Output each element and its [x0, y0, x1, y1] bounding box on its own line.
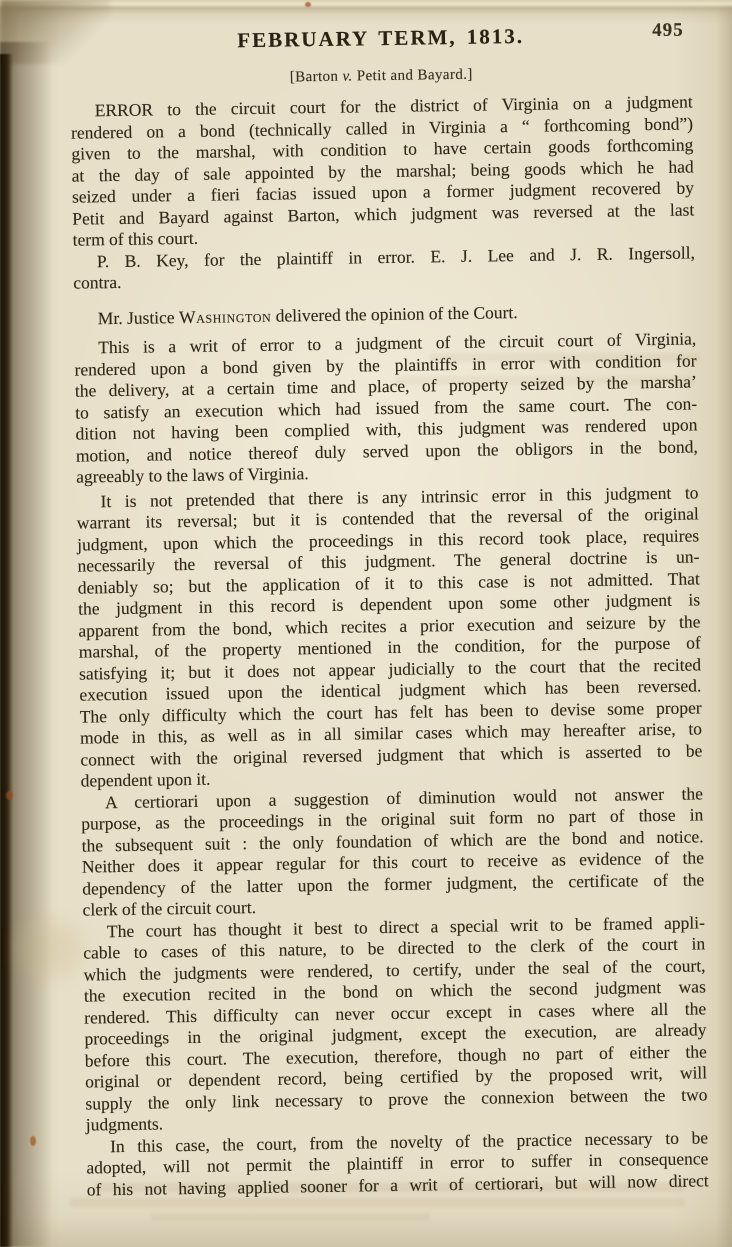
text-line: judgments.: [85, 1113, 164, 1135]
text-line: dition not having been complied with, this judgment was rendered upon: [75, 414, 698, 444]
text-line: the execution recited in the bond on which the second judgment was: [83, 976, 706, 1006]
text-line: warrant its reversal; but it is contended that the reversal of the original: [76, 503, 699, 533]
text-line: the subsequent suit : the only foundation of which are the bond and notice.: [81, 825, 704, 856]
paragraph-counsel: [73, 242, 696, 294]
text-line: apparent from the bond, which recites a prior execution and seizure by the: [78, 610, 701, 641]
text-line: ERROR to the circuit court for the district of Virginia on a judgment: [94, 91, 693, 121]
text-line: It is not pretended that there is any intrinsic error in this judgment to: [100, 481, 699, 511]
caption-party-b: Petit and Bayard.]: [356, 66, 473, 85]
text-line: dependency of the latter upon the former judgment, the certificate of the: [82, 868, 705, 899]
text-line: This is a writ of error to a judgment of the circuit court of Virginia,: [98, 328, 697, 358]
text-line: agreeably to the laws of Virginia.: [76, 463, 309, 487]
foxing-spot: [30, 1136, 36, 1146]
text-line: execution issued upon the identical judgment which has been reversed.: [79, 675, 702, 705]
opinion-prefix: Mr. Justice: [97, 306, 180, 328]
paragraph-statement: [71, 91, 695, 251]
text-line: judgment, upon which the proceedings in this record took place, requires: [77, 524, 700, 555]
text-line: supply the only link necessary to prove the connexion between the two: [85, 1083, 708, 1114]
text-line: of his not having applied sooner for a writ of certiorari, but will now direct: [86, 1169, 709, 1200]
text-line: Petit and Bayard against Barton, which judgment was reversed at the last: [72, 198, 695, 229]
text-line: marshal, of the property mentioned in the condition, for the purpose of: [78, 632, 701, 662]
text-line: dependent upon it.: [80, 768, 211, 791]
page-number: 495: [651, 19, 684, 42]
text-line: proceedings in the original judgment, except the execution, are already: [84, 1019, 707, 1049]
text-line: contra.: [73, 271, 122, 293]
text-line: which the judgments were rendered, to certify, under the seal of the court,: [83, 954, 706, 985]
text-line: connect with the original reversed judgment that which is asserted to be: [80, 739, 703, 770]
text-line: cable to cases of this nature, to be directed to the clerk of the court in: [83, 933, 706, 963]
text-line: original or dependent record, being certified by the proposed writ, will: [84, 1062, 708, 1092]
justice-name: Washington: [178, 305, 272, 327]
text-line: seized under a fieri facias issued upon a former judgment recovered by: [71, 177, 695, 207]
text-line: purpose, as the proceedings in the original suit form no part of those in: [81, 804, 704, 834]
binding-edge: [0, 54, 13, 1247]
text-line: given to the marshal, with condition to have certain goods forthcoming: [71, 134, 694, 164]
text-line: mode in this, as well as in all similar cases which may hereafter arise, to: [79, 718, 703, 748]
text-line: term of this court.: [72, 227, 199, 250]
running-head: FEBRUARY TERM, 1813.: [237, 23, 525, 53]
text-line: the judgment in this record is dependent upon some other judgment is: [77, 589, 701, 619]
paragraph-opinion-1: [74, 328, 698, 488]
text-line: A certiorari upon a suggestion of diminution would not answer the: [104, 782, 704, 812]
caption-party-a: [Barton: [289, 68, 339, 86]
paragraph-opinion-3: [81, 783, 705, 921]
text-line: The only difficulty which the court has felt has been to devise some proper: [79, 696, 702, 727]
text-line: deniably so; but the application of it to this case is not admitted. That: [77, 567, 700, 598]
text-line: to satisfy an execution which had issued from the same court. The con-: [75, 392, 698, 423]
paragraph-opinion-5: [86, 1127, 709, 1201]
text-line: satisfying it; but it does not appear judicially to the court that the recited: [78, 653, 702, 684]
paragraph-opinion-2: [76, 482, 702, 792]
page-content: [69, 0, 709, 1201]
text-line: In this case, the court, from the novelty of the practice necessary to be: [109, 1126, 709, 1156]
text-line: motion, and notice thereof duly served upon the obligors in the bond,: [75, 435, 698, 466]
text-line: rendered on a bond (technically called in Virginia a “ forthcoming bond”): [70, 112, 694, 143]
caption-versus: v.: [342, 68, 353, 85]
opinion-suffix: delivered the opinion of the Court.: [271, 301, 518, 326]
case-caption: [70, 63, 692, 89]
text-line: the delivery, at a certain time and place, of property seized by the marsha’: [74, 371, 697, 401]
foxing-spot: [6, 791, 13, 800]
opinion-attribution: [74, 299, 696, 330]
text-line: adopted, will not permit the plaintiff in error to suffer in consequence: [86, 1148, 709, 1178]
text-line: before this court. The execution, therefore, though no part of either the: [84, 1040, 707, 1071]
text-line: P. B. Key, for the plaintiff in error. E. J. Lee and J. R. Ingersoll,: [96, 241, 696, 271]
text-line: rendered upon a bond given by the plaintiffs in error with condition for: [74, 349, 697, 380]
ghost-text: [150, 1213, 430, 1221]
text-line: rendered. This difficulty can never occur except in cases where all the: [84, 997, 707, 1028]
paragraph-opinion-4: [83, 912, 708, 1136]
text-line: necessarily the reversal of this judgment. The general doctrine is un-: [77, 546, 700, 576]
paper-blotch: [18, 920, 82, 978]
text-line: Neither does it appear regular for this court to receive as evidence of the: [81, 847, 705, 877]
text-line: clerk of the circuit court.: [82, 897, 257, 920]
text-line: at the day of sale appointed by the marshal; being goods which he had: [71, 155, 694, 186]
text-line: The court has thought it best to direct a special writ to be framed appli-: [106, 911, 705, 941]
